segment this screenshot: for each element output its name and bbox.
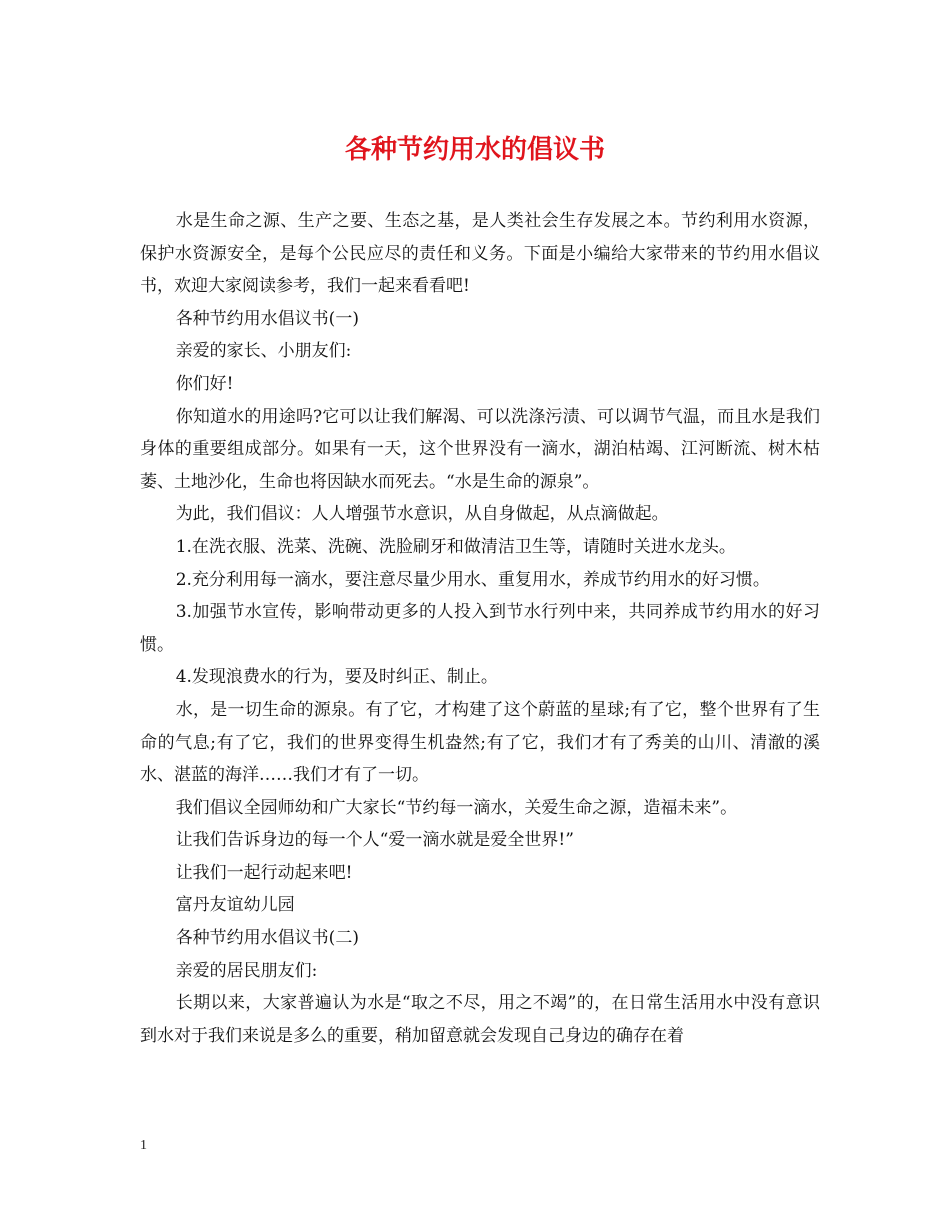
paragraph-call: 我们倡议全园师幼和广大家长“节约每一滴水，关爱生命之源，造福未来”。	[175, 797, 738, 818]
greeting: 你们好!	[175, 373, 234, 394]
document-title: 各种节约用水的倡议书	[344, 135, 605, 165]
list-item-4: 4.发现浪费水的行为，要及时纠正、制止。	[175, 667, 498, 688]
list-item-1: 1.在洗衣服、洗菜、洗碗、洗脸刷牙和做清洁卫生等，请随时关进水龙头。	[175, 536, 736, 557]
paragraph-water-uses: 你知道水的用途吗?它可以让我们解渴、可以洗涤污渍、可以调节气温，而且水是我们身体的重要组成部分。如果有一天，这个世界没有一滴水，湖泊枯竭、江河断流、树木枯萎、土地沙化，生命也将因缺水而死去。“水是生命的源泉”。	[140, 406, 820, 492]
paragraph-intro: 水是生命之源、生产之要、生态之基，是人类社会生存发展之本。节约利用水资源，保护水资源安全，是每个公民应尽的责任和义务。下面是小编给大家带来的节约用水倡议书，欢迎大家阅读参考，我们一起来看看吧!	[140, 211, 820, 297]
signature-kindergarten: 富丹友谊幼儿园	[175, 895, 295, 916]
paragraph-source-of-life: 水，是一切生命的源泉。有了它，才构建了这个蔚蓝的星球;有了它，整个世界有了生命的气息;有了它，我们的世界变得生机盎然;有了它，我们才有了秀美的山川、清澈的溪水、湛蓝的海洋……我们才有了一切。	[140, 699, 820, 786]
paragraph-tell-everyone: 让我们告诉身边的每一个人“爱一滴水就是爱全世界!”	[175, 830, 574, 851]
section-heading-1: 各种节约用水倡议书(一)	[175, 308, 359, 329]
list-item-2: 2.充分利用每一滴水，要注意尽量少用水、重复用水，养成节约用水的好习惯。	[175, 569, 770, 590]
paragraph-proposal: 为此，我们倡议：人人增强节水意识，从自身做起，从点滴做起。	[175, 504, 669, 525]
salutation-2: 亲爱的居民朋友们:	[175, 960, 318, 981]
page-number: 1	[140, 1138, 147, 1153]
paragraph-long-term: 长期以来，大家普遍认为水是“取之不尽，用之不竭”的，在日常生活用水中没有意识到水对于我们来说是多么的重要，稍加留意就会发现自己身边的确存在着	[140, 993, 820, 1046]
salutation-1: 亲爱的家长、小朋友们:	[175, 341, 352, 362]
section-heading-2: 各种节约用水倡议书(二)	[175, 928, 359, 949]
document-body	[140, 205, 820, 1052]
paragraph-act-together: 让我们一起行动起来吧!	[175, 862, 353, 883]
list-item-3: 3.加强节水宣传，影响带动更多的人投入到节水行列中来，共同养成节约用水的好习惯。	[140, 602, 820, 655]
